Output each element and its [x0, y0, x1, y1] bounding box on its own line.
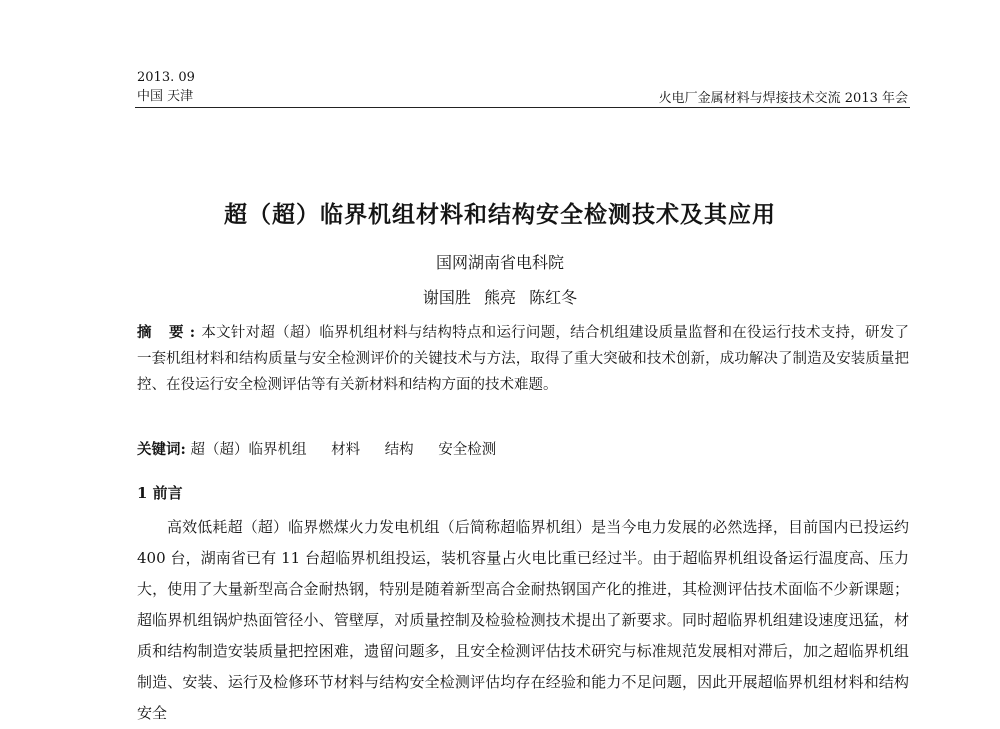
- header-date: 2013. 09: [137, 70, 195, 85]
- abstract: [137, 320, 909, 398]
- header-left: [137, 68, 195, 106]
- paper-affiliation: 国网湖南省电科院: [435, 253, 564, 272]
- section-heading: 1 前言: [137, 484, 183, 502]
- header-rule: [135, 107, 910, 108]
- keyword: 结构: [384, 442, 414, 458]
- paper-authors: [0, 285, 1000, 308]
- paper-title: 超（超）临界机组材料和结构安全检测技术及其应用: [224, 201, 776, 228]
- author-name: 熊亮: [483, 288, 516, 307]
- keyword: 安全检测: [438, 442, 497, 458]
- author-name: 陈红冬: [529, 288, 578, 307]
- author-name: 谢国胜: [422, 288, 471, 307]
- abstract-label: 摘 要:: [137, 324, 202, 341]
- header-location: 中国 天津: [137, 89, 194, 104]
- abstract-text: 本文针对超（超）临界机组材料与结构特点和运行问题，结合机组建设质量监督和在役运行技术支持，研发了一套机组材料和结构质量与安全检测评价的关键技术与方法，取得了重大突破和技术创新，成功解决了制造及安装质量把控、在役运行安全检测评估等有关新材料和结构方面的技术难题。: [137, 325, 910, 393]
- header-conference: 火电厂金属材料与焊接技术交流 2013 年会: [658, 91, 908, 106]
- keyword: 材料: [331, 442, 361, 458]
- body-paragraph: 高效低耗超（超）临界燃煤火力发电机组（后简称超临界机组）是当今电力发展的必然选择，目前国内已投运约 400 台，湖南省已有 11 台超临界机组投运，装机容量占火电比重已经过半。由于超临界机组设备运行温度高、压力大，使用了大量新型高合金耐热钢，特别是随着新型高合金耐热钢国产化的推进，其检测评估技术面临不少新课题；超临界机组锅炉热面管径小、管壁厚，对质量控制及检验检测技术提出了新要求。同时超临界机组建设速度迅猛，材质和结构制造安装质量把控困难，遗留问题多，且安全检测评估技术研究与标准规范发展相对滞后，加之超临界机组制造、安装、运行及检修环节材料与结构安全检测评估均存在经验和能力不足问题，因此开展超临界机组材料和结构安全: [137, 518, 909, 722]
- keywords-label: 关键词:: [137, 441, 186, 458]
- keyword: 超（超）临界机组: [190, 442, 307, 458]
- keywords: [137, 438, 909, 459]
